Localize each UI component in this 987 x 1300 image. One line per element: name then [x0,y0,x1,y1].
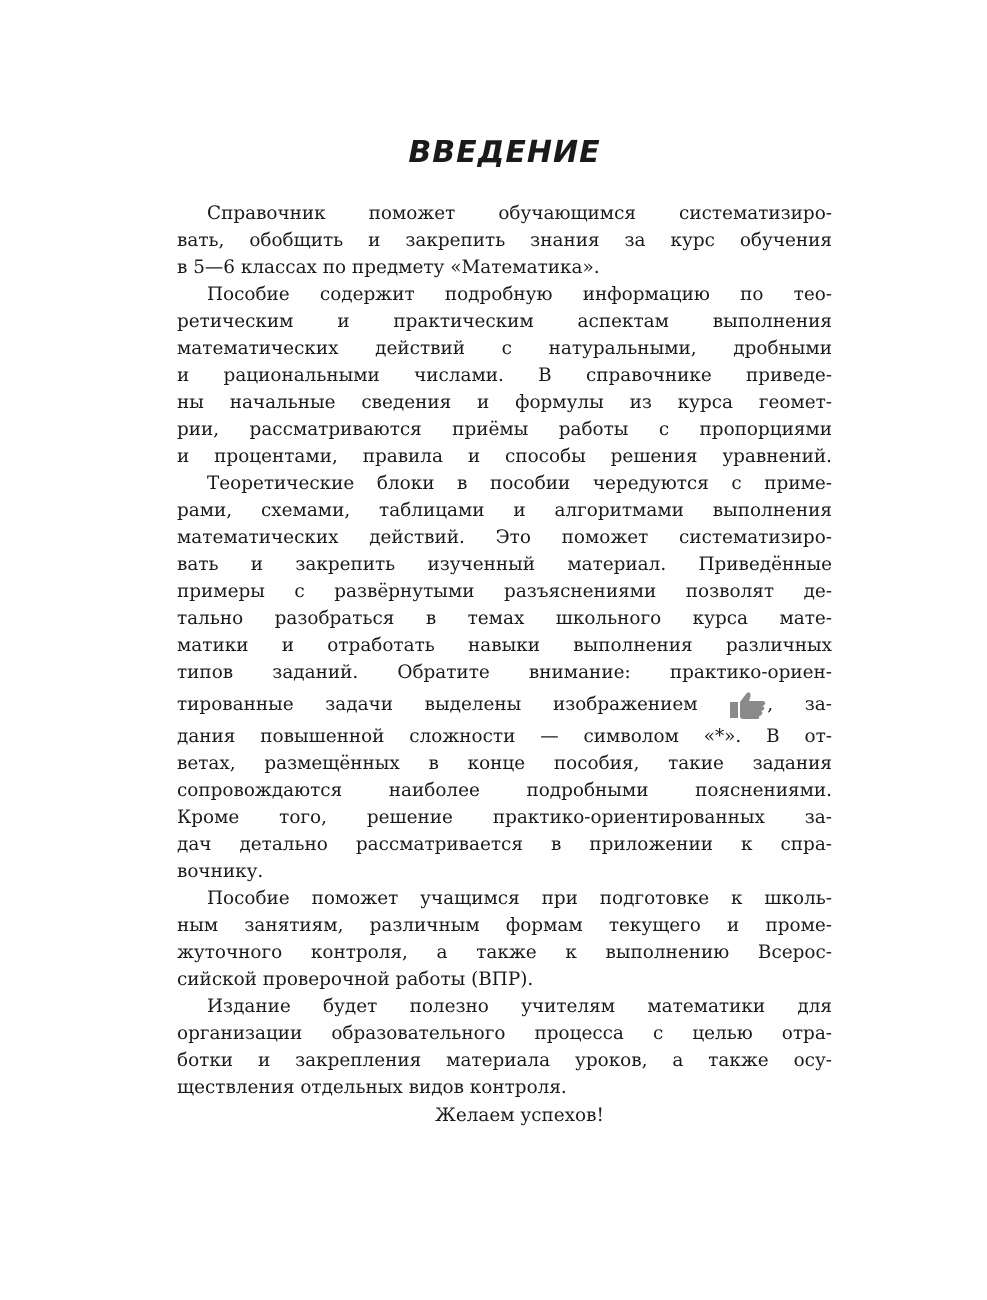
text-line: математических действий с натуральными, дробными [177,338,832,359]
text-line: ны начальные сведения и формулы из курса геомет- [177,392,832,413]
text-line: дач детально рассматривается в приложении к спра- [177,834,832,855]
text-line: математических действий. Это поможет систематизиро- [177,527,832,548]
text-line: ретическим и практическим аспектам выполнения [177,311,832,332]
paragraph-3 [177,470,832,885]
text-fragment: , за- [767,694,832,715]
text-line: рии, рассматриваются приёмы работы с пропорциями [177,419,832,440]
text-line: тально разобраться в темах школьного курса мате- [177,608,832,629]
paragraph-2 [177,281,832,470]
text-line: сийской проверочной работы (ВПР). [177,969,534,990]
text-fragment: тированные задачи выделены изображением [177,694,698,715]
text-line: Справочник поможет обучающимся систематизиро- [207,203,832,224]
closing-wish: Желаем успехов! [435,1105,604,1126]
text-line: Теоретические блоки в пособии чередуются с приме- [207,473,832,494]
page [177,128,832,1129]
text-line: организации образовательного процесса с целью отра- [177,1023,832,1044]
text-line: в 5—6 классах по предмету «Математика». [177,257,600,278]
text-line: матики и отработать навыки выполнения различных [177,635,832,656]
text-line: ным занятиям, различным формам текущего и проме- [177,915,832,936]
text-line: Кроме того, решение практико-ориентированных за- [177,807,832,828]
text-line: жуточного контроля, а также к выполнению Всерос- [177,942,832,963]
text-line: рами, схемами, таблицами и алгоритмами выполнения [177,500,832,521]
text-line: Пособие поможет учащимся при подготовке к школь- [207,888,832,909]
text-line: Издание будет полезно учителям математики для [207,996,832,1017]
text-line: вочнику. [177,861,264,882]
page-title: ВВЕДЕНИЕ [408,135,601,170]
thumbs-up-icon [729,690,767,720]
paragraph-5 [177,993,832,1101]
text-line: примеры с развёрнутыми разъяснениями позволят де- [177,581,832,602]
paragraph-1 [177,200,832,281]
text-line: вать, обобщить и закрепить знания за курс обучения [177,230,832,251]
text-line: ботки и закрепления материала уроков, а также осу- [177,1050,832,1071]
text-line: вать и закрепить изученный материал. Приведённые [177,554,832,575]
text-line: и процентами, правила и способы решения уравнений. [177,446,832,467]
text-line: ществления отдельных видов контроля. [177,1077,567,1098]
text-line: ветах, размещённых в конце пособия, такие задания [177,753,832,774]
text-line: типов заданий. Обратите внимание: практико-ориен- [177,662,832,683]
text-line: Пособие содержит подробную информацию по тео- [207,284,832,305]
text-line: дания повышенной сложности — символом «*». В от- [177,726,832,747]
text-line: сопровождаются наиболее подробными пояснениями. [177,780,832,801]
text-line: и рациональными числами. В справочнике приведе- [177,365,832,386]
text-line-with-icon [177,686,832,723]
paragraph-4 [177,885,832,993]
